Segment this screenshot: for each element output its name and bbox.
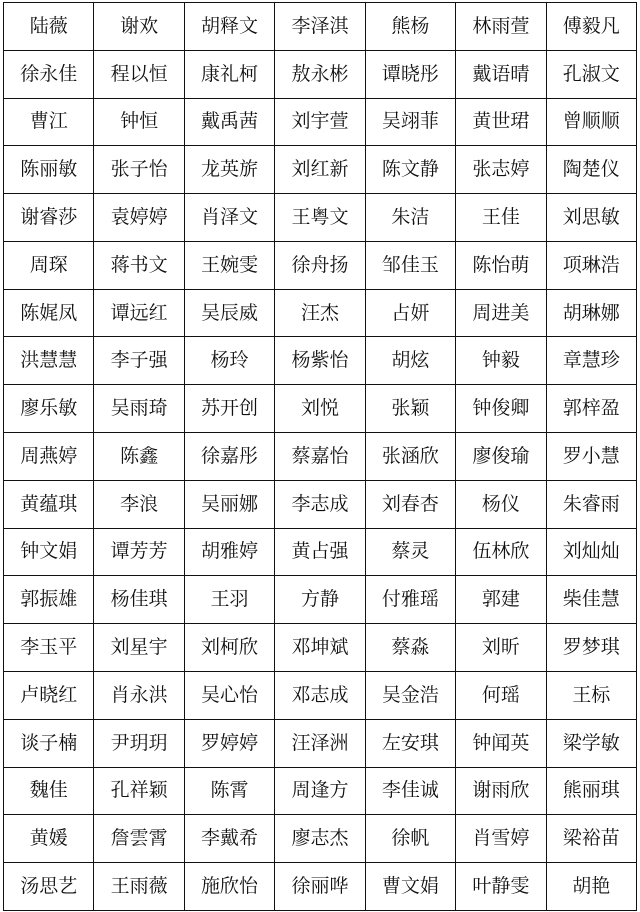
table-cell: 汪杰	[275, 289, 365, 337]
table-cell: 蔡淼	[365, 624, 455, 672]
table-cell: 杨紫怡	[275, 337, 365, 385]
table-row	[4, 241, 637, 289]
table-cell: 龙英旂	[184, 146, 274, 194]
table-cell: 谭晓彤	[365, 50, 455, 98]
table-cell: 朱洁	[365, 194, 455, 242]
table-cell: 李志成	[275, 480, 365, 528]
table-cell: 李泽淇	[275, 3, 365, 51]
table-cell: 刘灿灿	[546, 528, 636, 576]
table-cell: 黄世珺	[456, 98, 546, 146]
table-cell: 张志婷	[456, 146, 546, 194]
table-cell: 施欣怡	[184, 863, 274, 911]
table-cell: 黄占强	[275, 528, 365, 576]
table-cell: 邓志成	[275, 671, 365, 719]
table-cell: 章慧珍	[546, 337, 636, 385]
table-cell: 谢睿莎	[4, 194, 94, 242]
table-cell: 詹雲霄	[94, 815, 184, 863]
table-cell: 周琛	[4, 241, 94, 289]
table-cell: 陶楚仪	[546, 146, 636, 194]
table-cell: 蔡嘉怡	[275, 433, 365, 481]
table-cell: 廖志杰	[275, 815, 365, 863]
table-cell: 黄蕴琪	[4, 480, 94, 528]
table-row	[4, 528, 637, 576]
table-cell: 张子怡	[94, 146, 184, 194]
table-cell: 胡炫	[365, 337, 455, 385]
table-cell: 谭远红	[94, 289, 184, 337]
table-cell: 徐永佳	[4, 50, 94, 98]
table-cell: 李戴希	[184, 815, 274, 863]
table-cell: 蔡灵	[365, 528, 455, 576]
table-row	[4, 337, 637, 385]
table-cell: 谭芳芳	[94, 528, 184, 576]
table-cell: 叶静雯	[456, 863, 546, 911]
table-cell: 王羽	[184, 576, 274, 624]
table-row	[4, 480, 637, 528]
table-cell: 刘思敏	[546, 194, 636, 242]
table-cell: 陈娓凤	[4, 289, 94, 337]
table-row	[4, 433, 637, 481]
table-row	[4, 863, 637, 911]
table-cell: 孔淑文	[546, 50, 636, 98]
table-cell: 张涵欣	[365, 433, 455, 481]
table-cell: 钟闻英	[456, 719, 546, 767]
table-cell: 王雨薇	[94, 863, 184, 911]
table-cell: 蒋书文	[94, 241, 184, 289]
table-cell: 杨仪	[456, 480, 546, 528]
table-cell: 李浪	[94, 480, 184, 528]
table-row	[4, 146, 637, 194]
table-cell: 胡雅婷	[184, 528, 274, 576]
table-cell: 徐帆	[365, 815, 455, 863]
table-cell: 李子强	[94, 337, 184, 385]
table-cell: 洪慧慧	[4, 337, 94, 385]
table-cell: 陈丽敏	[4, 146, 94, 194]
table-cell: 伍林欣	[456, 528, 546, 576]
table-cell: 徐丽哗	[275, 863, 365, 911]
table-cell: 陆薇	[4, 3, 94, 51]
table-cell: 黄媛	[4, 815, 94, 863]
table-cell: 肖永洪	[94, 671, 184, 719]
table-cell: 刘春杏	[365, 480, 455, 528]
table-cell: 刘星宇	[94, 624, 184, 672]
table-cell: 汤思艺	[4, 863, 94, 911]
table-cell: 熊丽琪	[546, 767, 636, 815]
table-cell: 刘悦	[275, 385, 365, 433]
table-cell: 吴翊菲	[365, 98, 455, 146]
table-cell: 梁学敏	[546, 719, 636, 767]
table-cell: 敖永彬	[275, 50, 365, 98]
table-cell: 孔祥颖	[94, 767, 184, 815]
table-cell: 徐舟扬	[275, 241, 365, 289]
table-cell: 谈子楠	[4, 719, 94, 767]
table-cell: 吴丽娜	[184, 480, 274, 528]
table-cell: 吴辰威	[184, 289, 274, 337]
table-cell: 刘红新	[275, 146, 365, 194]
table-cell: 傅毅凡	[546, 3, 636, 51]
table-cell: 杨玲	[184, 337, 274, 385]
table-cell: 王标	[546, 671, 636, 719]
table-cell: 刘昕	[456, 624, 546, 672]
table-cell: 杨佳琪	[94, 576, 184, 624]
table-cell: 胡琳娜	[546, 289, 636, 337]
table-cell: 吴雨琦	[94, 385, 184, 433]
table-cell: 吴心怡	[184, 671, 274, 719]
table-cell: 谢欢	[94, 3, 184, 51]
table-cell: 周进美	[456, 289, 546, 337]
table-cell: 周燕婷	[4, 433, 94, 481]
table-cell: 钟文娟	[4, 528, 94, 576]
table-cell: 胡艳	[546, 863, 636, 911]
table-cell: 胡释文	[184, 3, 274, 51]
table-cell: 罗梦琪	[546, 624, 636, 672]
table-cell: 肖雪婷	[456, 815, 546, 863]
table-cell: 戴禹茜	[184, 98, 274, 146]
table-cell: 廖俊瑜	[456, 433, 546, 481]
table-cell: 柴佳慧	[546, 576, 636, 624]
table-cell: 肖泽文	[184, 194, 274, 242]
table-cell: 郭建	[456, 576, 546, 624]
table-cell: 陈文静	[365, 146, 455, 194]
table-row	[4, 98, 637, 146]
table-cell: 徐嘉彤	[184, 433, 274, 481]
table-row	[4, 719, 637, 767]
table-cell: 张颖	[365, 385, 455, 433]
table-cell: 钟恒	[94, 98, 184, 146]
table-cell: 熊杨	[365, 3, 455, 51]
table-cell: 王佳	[456, 194, 546, 242]
table-cell: 郭梓盈	[546, 385, 636, 433]
table-cell: 尹玥玥	[94, 719, 184, 767]
table-cell: 李玉平	[4, 624, 94, 672]
table-cell: 罗小慧	[546, 433, 636, 481]
table-row	[4, 624, 637, 672]
table-row	[4, 815, 637, 863]
table-row	[4, 385, 637, 433]
table-cell: 方静	[275, 576, 365, 624]
table-cell: 苏开创	[184, 385, 274, 433]
table-cell: 刘宇萱	[275, 98, 365, 146]
table-row	[4, 194, 637, 242]
table-cell: 谢雨欣	[456, 767, 546, 815]
table-cell: 罗婷婷	[184, 719, 274, 767]
table-cell: 魏佳	[4, 767, 94, 815]
table-cell: 王粤文	[275, 194, 365, 242]
table-row	[4, 576, 637, 624]
table-cell: 邓坤斌	[275, 624, 365, 672]
table-cell: 曹文娟	[365, 863, 455, 911]
table-cell: 朱睿雨	[546, 480, 636, 528]
table-cell: 汪泽洲	[275, 719, 365, 767]
table-cell: 曹江	[4, 98, 94, 146]
table-cell: 程以恒	[94, 50, 184, 98]
table-cell: 王婉雯	[184, 241, 274, 289]
name-table-body	[4, 3, 637, 911]
table-cell: 钟毅	[456, 337, 546, 385]
table-cell: 戴语晴	[456, 50, 546, 98]
table-cell: 钟俊卿	[456, 385, 546, 433]
table-cell: 周逢方	[275, 767, 365, 815]
table-cell: 陈霄	[184, 767, 274, 815]
table-cell: 左安琪	[365, 719, 455, 767]
table-cell: 何瑶	[456, 671, 546, 719]
table-cell: 占妍	[365, 289, 455, 337]
table-row	[4, 3, 637, 51]
table-row	[4, 289, 637, 337]
table-cell: 袁婷婷	[94, 194, 184, 242]
table-row	[4, 671, 637, 719]
table-cell: 陈怡萌	[456, 241, 546, 289]
table-cell: 曾顺顺	[546, 98, 636, 146]
name-table	[3, 2, 637, 911]
table-row	[4, 50, 637, 98]
table-cell: 刘柯欣	[184, 624, 274, 672]
table-cell: 梁裕苗	[546, 815, 636, 863]
table-cell: 项琳浩	[546, 241, 636, 289]
table-cell: 李佳诚	[365, 767, 455, 815]
table-row	[4, 767, 637, 815]
table-cell: 廖乐敏	[4, 385, 94, 433]
table-cell: 陈鑫	[94, 433, 184, 481]
table-cell: 吴金浩	[365, 671, 455, 719]
table-cell: 林雨萱	[456, 3, 546, 51]
table-cell: 康礼柯	[184, 50, 274, 98]
table-cell: 邹佳玉	[365, 241, 455, 289]
table-cell: 卢晓红	[4, 671, 94, 719]
table-cell: 付雅瑶	[365, 576, 455, 624]
table-cell: 郭振雄	[4, 576, 94, 624]
